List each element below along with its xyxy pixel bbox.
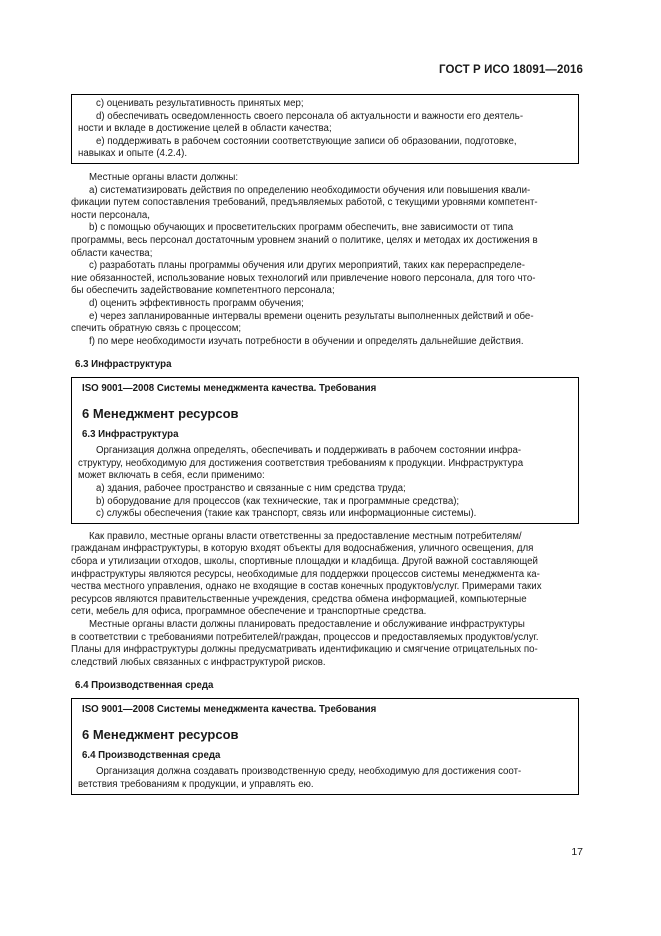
list-item-cont: ние обязанностей, использование новых технологий или привлечение нового персонала, для того что- [71, 272, 536, 284]
body-line: следствий любых связанных с инфраструктурой рисков. [71, 656, 326, 668]
box-item-d-cont: ности и вкладе в достижение целей в области качества; [78, 123, 332, 135]
body-line: гражданам инфраструктуры, в которую входят объекты для водоснабжения, уличного освещения, для [71, 543, 534, 555]
box-main-heading: 6 Менеджмент ресурсов [82, 406, 239, 422]
quote-box-6-4 [71, 698, 579, 794]
standard-title: ISO 9001—2008 Системы менеджмента качества. Требования [82, 704, 377, 716]
list-item: е) через запланированные интервалы времени оценить результаты выполненных действий и обе- [89, 310, 534, 322]
page-content [71, 94, 579, 795]
box-line: Организация должна определять, обеспечивать и поддерживать в рабочем состоянии инфра- [96, 445, 522, 457]
body-line: Как правило, местные органы власти ответственны за предоставление местным потребителям/ [89, 530, 522, 542]
page-number: 17 [571, 846, 583, 858]
list-intro: Местные органы власти должны: [89, 171, 239, 183]
list-item-cont: спечить обратную связь с процессом; [71, 323, 242, 335]
list-item-cont: бы обеспечить задействование компетентного персонала; [71, 285, 335, 297]
section-heading-6-4: 6.4 Производственная среда [75, 680, 214, 692]
standard-title: ISO 9001—2008 Системы менеджмента качества. Требования [82, 383, 377, 395]
box-item-e-cont: навыках и опыте (4.2.4). [78, 148, 188, 160]
body-line: сети, мебель для офиса, программное обеспечение и транспортные средства. [71, 606, 427, 618]
box-line: с) службы обеспечения (такие как транспорт, связь или информационные системы). [96, 508, 477, 520]
section-heading-6-3: 6.3 Инфраструктура [75, 359, 172, 371]
list-item: f) по мере необходимости изучать потребности в обучении и определять дальнейшие действия. [89, 335, 524, 347]
body-line: Планы для инфраструктуры должны предусматривать идентификацию и смягчение отрицательных по- [71, 644, 538, 656]
list-item: d) оценить эффективность программ обучения; [89, 297, 304, 309]
body-line: сбора и утилизации отходов, школы, спортивные площадки и кладбища. Другой важной составляющей [71, 556, 538, 568]
body-line: ресурсов являются правительственные учреждения, средства обмена информацией, компьютерные [71, 593, 527, 605]
box-item-e: е) поддерживать в рабочем состоянии соответствующие записи об образовании, подготовке, [96, 135, 517, 147]
section-6-3-body [71, 531, 579, 670]
body-line: в соответствии с требованиями потребителей/граждан, процессов и предоставляемых продуктов/услуг. [71, 631, 539, 643]
list-item-cont: области качества; [71, 247, 153, 259]
list-item-cont: программы, весь персонал достаточным уровнем знаний о политике, целях и методах их достижения в [71, 234, 538, 246]
box-item-c: с) оценивать результативность принятых мер; [96, 98, 304, 109]
list-item-cont: фикации путем сопоставления требований, предъявляемых работой, с текущими уровнями компетент- [71, 197, 538, 209]
local-authorities-list [71, 172, 579, 348]
box-line: структуру, необходимую для достижения соответствия требованиям к продукции. Инфраструктура [78, 457, 524, 469]
quote-box-6-3 [71, 377, 579, 524]
box-line: ветствия требованиям к продукции, и управлять ею. [78, 778, 314, 790]
box-sub-heading: 6.3 Инфраструктура [82, 429, 179, 441]
quote-box-top [71, 94, 579, 164]
list-item: а) систематизировать действия по определению необходимости обучения или повышения квали- [89, 184, 531, 196]
body-line: инфраструктуры являются ресурсы, необходимые для поддержки процессов системы менеджмента ка- [71, 568, 540, 580]
list-item: с) разработать планы программы обучения или других мероприятий, таких как перераспределе- [89, 260, 526, 272]
body-line: чества местного управления, однако не входящие в состав конечных продуктов/услуг. Примерами таких [71, 581, 542, 593]
box-sub-heading: 6.4 Производственная среда [82, 750, 221, 762]
list-item: b) с помощью обучающих и просветительских программ обеспечить, вне зависимости от типа [89, 222, 514, 234]
box-main-heading: 6 Менеджмент ресурсов [82, 727, 239, 743]
body-line: Местные органы власти должны планировать предоставление и обслуживание инфраструктуры [89, 619, 525, 630]
box-line: Организация должна создавать производственную среду, необходимую для достижения соот- [96, 766, 522, 778]
list-item-cont: ности персонала, [71, 209, 150, 221]
standard-code-header: ГОСТ Р ИСО 18091—2016 [438, 64, 583, 76]
box-item-d: d) обеспечивать осведомленность своего персонала об актуальности и важности его деятель- [96, 110, 524, 122]
box-line: а) здания, рабочее пространство и связанные с ним средства труда; [96, 483, 406, 495]
box-line: b) оборудование для процессов (как технические, так и программные средства); [96, 495, 460, 507]
box-line: может включать в себя, если применимо: [78, 470, 265, 482]
